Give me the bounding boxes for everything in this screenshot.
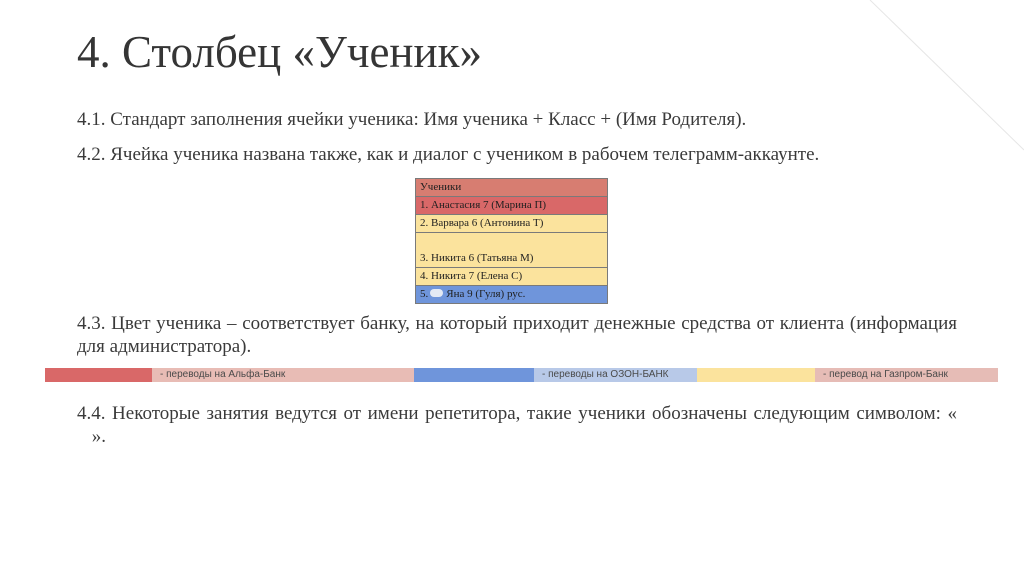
- legend-label-ozon: - переводы на ОЗОН-БАНК: [534, 368, 697, 382]
- legend-label-gazprom: - перевод на Газпром-Банк: [815, 368, 998, 382]
- student-name: Яна 9 (Гуля) рус.: [446, 288, 526, 300]
- paragraph-4-2: 4.2. Ячейка ученика названа также, как и диалог с учеником в рабочем телеграмм-аккаунте.: [77, 144, 820, 165]
- decorative-diagonal-line: [870, 0, 1024, 150]
- legend-swatch-alfa: [45, 368, 152, 382]
- table-row: [416, 286, 608, 304]
- slide-title: 4. Столбец «Ученик»: [77, 27, 482, 77]
- paragraph-4-3: 4.3. Цвет ученика – соответствует банку, на который приходит денежные средства от клиента (информация для администратора).: [77, 313, 957, 357]
- table-row: [416, 215, 608, 233]
- legend-swatch-gazprom: [697, 368, 815, 382]
- bank-color-legend: [45, 368, 998, 382]
- legend-label-alfa: - переводы на Альфа-Банк: [152, 368, 414, 382]
- students-table: [415, 178, 608, 304]
- student-cell[interactable]: 4. Никита 7 (Елена С): [416, 268, 608, 286]
- student-cell[interactable]: 1. Анастасия 7 (Марина П): [416, 197, 608, 215]
- table-row: [416, 197, 608, 215]
- student-number: 5.: [420, 288, 429, 300]
- paragraph-4-1: 4.1. Стандарт заполнения ячейки ученика: Имя ученика + Класс + (Имя Родителя).: [77, 109, 747, 130]
- table-row: [416, 233, 608, 268]
- student-cell[interactable]: 3. Никита 6 (Татьяна М): [416, 233, 608, 268]
- cloud-icon: [430, 289, 443, 297]
- student-cell[interactable]: 2. Варвара 6 (Антонина Т): [416, 215, 608, 233]
- paragraph-4-4: 4.4. Некоторые занятия ведутся от имени репетитора, такие ученики обозначены следующим символом: « ».: [77, 403, 955, 424]
- table-header-cell: Ученики: [416, 179, 608, 197]
- student-cell[interactable]: [416, 286, 608, 304]
- legend-swatch-ozon: [414, 368, 534, 382]
- table-header-row: [416, 179, 608, 197]
- table-row: [416, 268, 608, 286]
